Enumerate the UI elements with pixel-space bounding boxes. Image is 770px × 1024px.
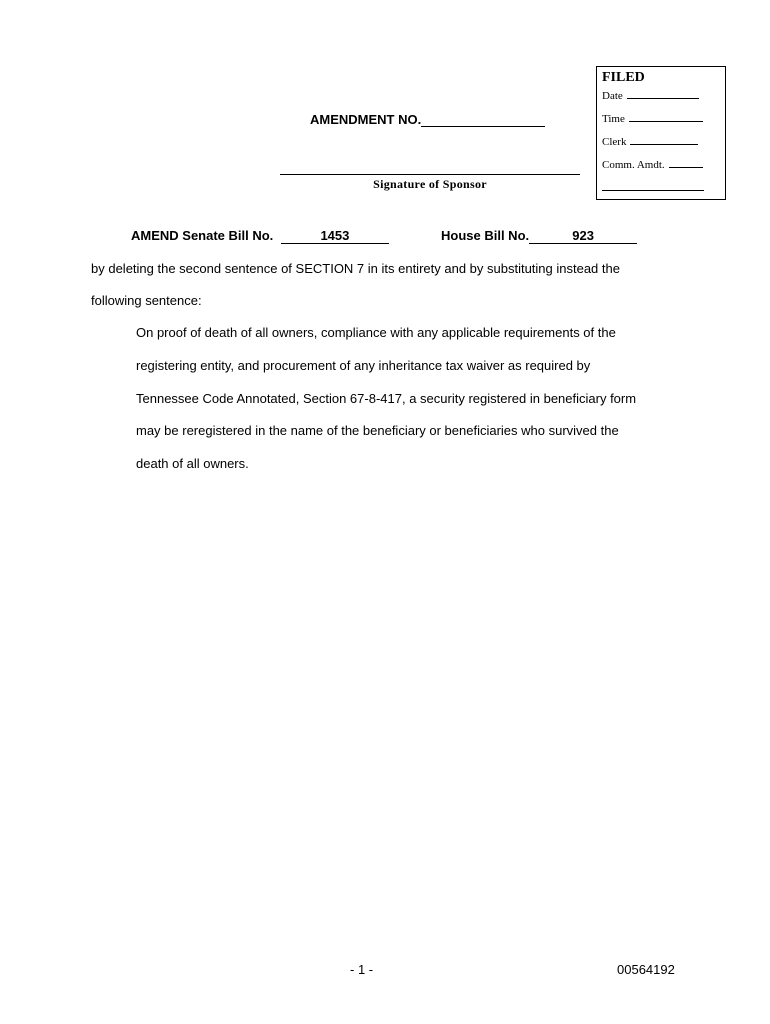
intro-text-line-2: following sentence: xyxy=(91,293,202,308)
senate-bill-number: 1453 xyxy=(281,228,389,244)
filed-comm-label: Comm. Amdt. xyxy=(602,159,665,171)
filed-extra-field xyxy=(602,181,704,194)
quote-line: registering entity, and procurement of any inheritance tax waiver as required by xyxy=(136,358,591,373)
senate-bill-field xyxy=(131,228,389,244)
amendment-number-blank xyxy=(421,113,545,127)
filed-title: FILED xyxy=(602,70,645,85)
filed-comm-amdt-field xyxy=(602,158,703,171)
house-bill-label: House Bill No. xyxy=(441,228,530,243)
house-bill-number: 923 xyxy=(529,228,637,244)
amendment-number-field xyxy=(310,112,545,127)
house-bill-field xyxy=(441,228,637,244)
filed-clerk-field xyxy=(602,135,698,148)
filed-time-label: Time xyxy=(602,113,625,125)
document-number: 00564192 xyxy=(617,962,675,977)
filed-clerk-label: Clerk xyxy=(602,136,627,148)
filed-extra-blank xyxy=(602,181,704,191)
quote-line: On proof of death of all owners, compliance with any applicable requirements of the xyxy=(136,325,616,340)
quote-line: may be reregistered in the name of the beneficiary or beneficiaries who survived the xyxy=(136,423,619,438)
quote-line: Tennessee Code Annotated, Section 67-8-417, a security registered in beneficiary form xyxy=(136,391,637,406)
filed-date-field xyxy=(602,89,699,102)
page-number: - 1 - xyxy=(350,962,374,977)
intro-text-line-1: by deleting the second sentence of SECTION 7 in its entirety and by substituting instead the xyxy=(91,261,620,276)
amendment-label: AMENDMENT NO. xyxy=(310,112,422,127)
filed-time-field xyxy=(602,112,703,125)
filed-stamp-box xyxy=(596,66,726,200)
sponsor-signature-line xyxy=(280,174,580,175)
sponsor-signature-label: Signature of Sponsor xyxy=(373,177,487,191)
quote-line: death of all owners. xyxy=(136,456,249,471)
amend-senate-label: AMEND Senate Bill No. xyxy=(131,228,274,243)
filed-date-label: Date xyxy=(602,90,623,102)
filed-clerk-blank xyxy=(630,135,698,145)
filed-date-blank xyxy=(627,89,699,99)
filed-comm-blank xyxy=(669,158,703,168)
filed-time-blank xyxy=(629,112,703,122)
